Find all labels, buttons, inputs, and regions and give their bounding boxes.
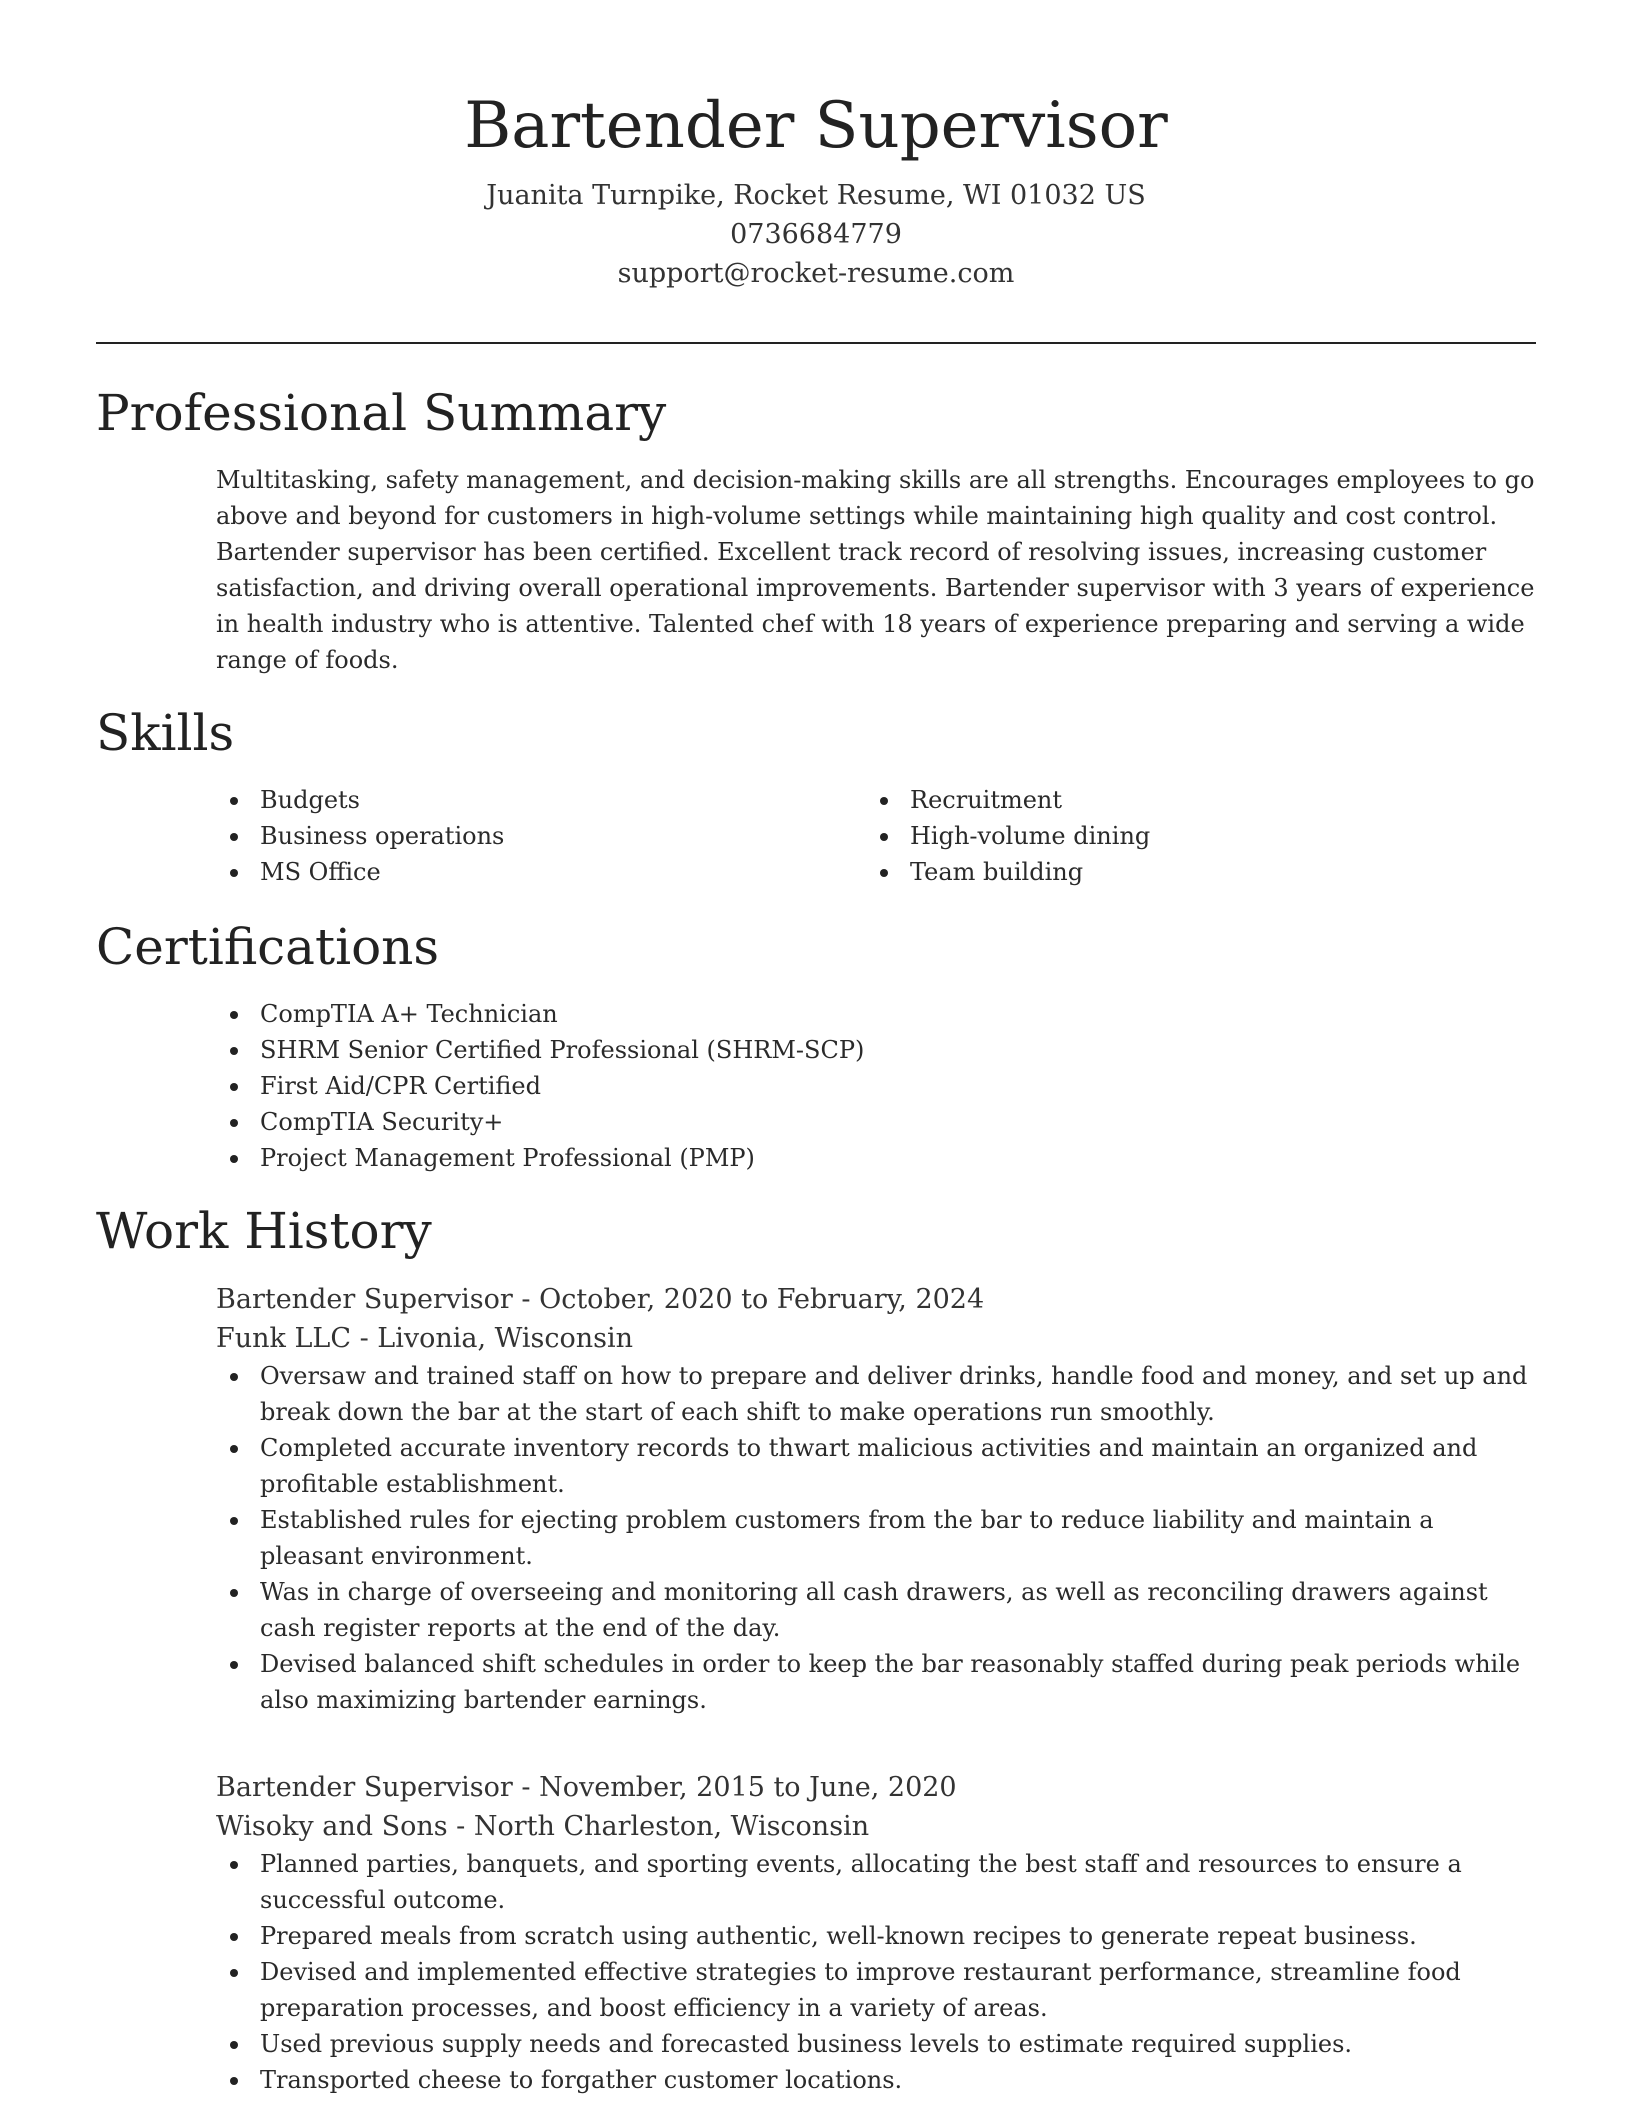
- skill-item: High-volume dining: [866, 818, 1506, 854]
- job-duty-item: Used previous supply needs and forecasted business levels to estimate required supplies.: [216, 2026, 1536, 2062]
- job-duties-list: [216, 1358, 1536, 1718]
- certification-item: Project Management Professional (PMP): [216, 1140, 1536, 1176]
- job-entry: [216, 1768, 1536, 2098]
- job-duty-item: Was in charge of overseeing and monitoring all cash drawers, as well as reconciling drawers against cash register reports at the end of the day.: [216, 1574, 1536, 1646]
- job-duty-item: Completed accurate inventory records to thwart malicious activities and maintain an organized and profitable establishment.: [216, 1430, 1536, 1502]
- certification-item: CompTIA A+ Technician: [216, 996, 1536, 1032]
- resume-title: Bartender Supervisor: [464, 89, 1168, 163]
- job-location: North Charleston, Wisconsin: [473, 1811, 870, 1842]
- certifications-heading: Certifications: [96, 918, 440, 976]
- skills-list-left: [216, 782, 856, 890]
- job-duty-item: Established rules for ejecting problem customers from the bar to reduce liability and maintain a pleasant environment.: [216, 1502, 1536, 1574]
- job-dates: October, 2020 to February, 2024: [539, 1284, 985, 1315]
- certifications-list: [216, 996, 1536, 1176]
- job-duty-item: Devised and implemented effective strategies to improve restaurant performance, streamline food preparation processes, and boost efficiency in a variety of areas.: [216, 1954, 1536, 2026]
- job-title: Bartender Supervisor: [216, 1284, 513, 1315]
- job-dates: November, 2015 to June, 2020: [539, 1772, 957, 1803]
- job-duty-item: Oversaw and trained staff on how to prepare and deliver drinks, handle food and money, and set up and break down the bar at the start of each shift to make operations run smoothly.: [216, 1358, 1536, 1430]
- header-divider: [96, 342, 1536, 344]
- job-duties-list: [216, 1846, 1536, 2098]
- job-duty-item: Transported cheese to forgather customer locations.: [216, 2062, 1536, 2098]
- job-title-line: Bartender Supervisor - October, 2020 to February, 2024: [216, 1284, 985, 1315]
- job-entry: [216, 1280, 1536, 1718]
- resume-header: [96, 80, 1536, 293]
- skills-heading: Skills: [96, 704, 235, 762]
- certification-item: First Aid/CPR Certified: [216, 1068, 1536, 1104]
- job-title: Bartender Supervisor: [216, 1772, 513, 1803]
- certification-item: CompTIA Security+: [216, 1104, 1536, 1140]
- contact-email: support@rocket-resume.com: [617, 258, 1015, 289]
- certification-item: SHRM Senior Certified Professional (SHRM-SCP): [216, 1032, 1536, 1068]
- job-company: Funk LLC: [216, 1323, 351, 1354]
- contact-phone: 0736684779: [730, 219, 902, 250]
- skills-list-right: [866, 782, 1506, 890]
- job-duty-item: Planned parties, banquets, and sporting events, allocating the best staff and resources to ensure a successful outcome.: [216, 1846, 1536, 1918]
- summary-heading: Professional Summary: [96, 384, 667, 442]
- skill-item: MS Office: [216, 854, 856, 890]
- skill-item: Budgets: [216, 782, 856, 818]
- job-company-line: Funk LLC - Livonia, Wisconsin: [216, 1323, 634, 1354]
- contact-address: Juanita Turnpike, Rocket Resume, WI 01032 US: [486, 180, 1146, 211]
- skill-item: Team building: [866, 854, 1506, 890]
- skill-item: Business operations: [216, 818, 856, 854]
- job-location: Livonia, Wisconsin: [377, 1323, 634, 1354]
- job-company: Wisoky and Sons: [216, 1811, 448, 1842]
- job-duty-item: Devised balanced shift schedules in order to keep the bar reasonably staffed during peak periods while also maximizing bartender earnings.: [216, 1646, 1536, 1718]
- job-duty-item: Prepared meals from scratch using authentic, well-known recipes to generate repeat business.: [216, 1918, 1536, 1954]
- summary-text: Multitasking, safety management, and decision-making skills are all strengths. Encourages employees to go above and beyond for customers in high-volume settings while maintaining high quality and cost control. Bartender supervisor has been certified. Excellent track record of resolving issues, increasing customer satisfaction, and driving overall operational improvements. Bartender supervisor with 3 years of experience in health industry who is attentive. Talented chef with 18 years of experience preparing and serving a wide range of foods.: [216, 466, 1535, 674]
- job-company-line: Wisoky and Sons - North Charleston, Wisconsin: [216, 1811, 870, 1842]
- work-history-heading: Work History: [96, 1202, 432, 1260]
- skill-item: Recruitment: [866, 782, 1506, 818]
- job-title-line: Bartender Supervisor - November, 2015 to June, 2020: [216, 1772, 957, 1803]
